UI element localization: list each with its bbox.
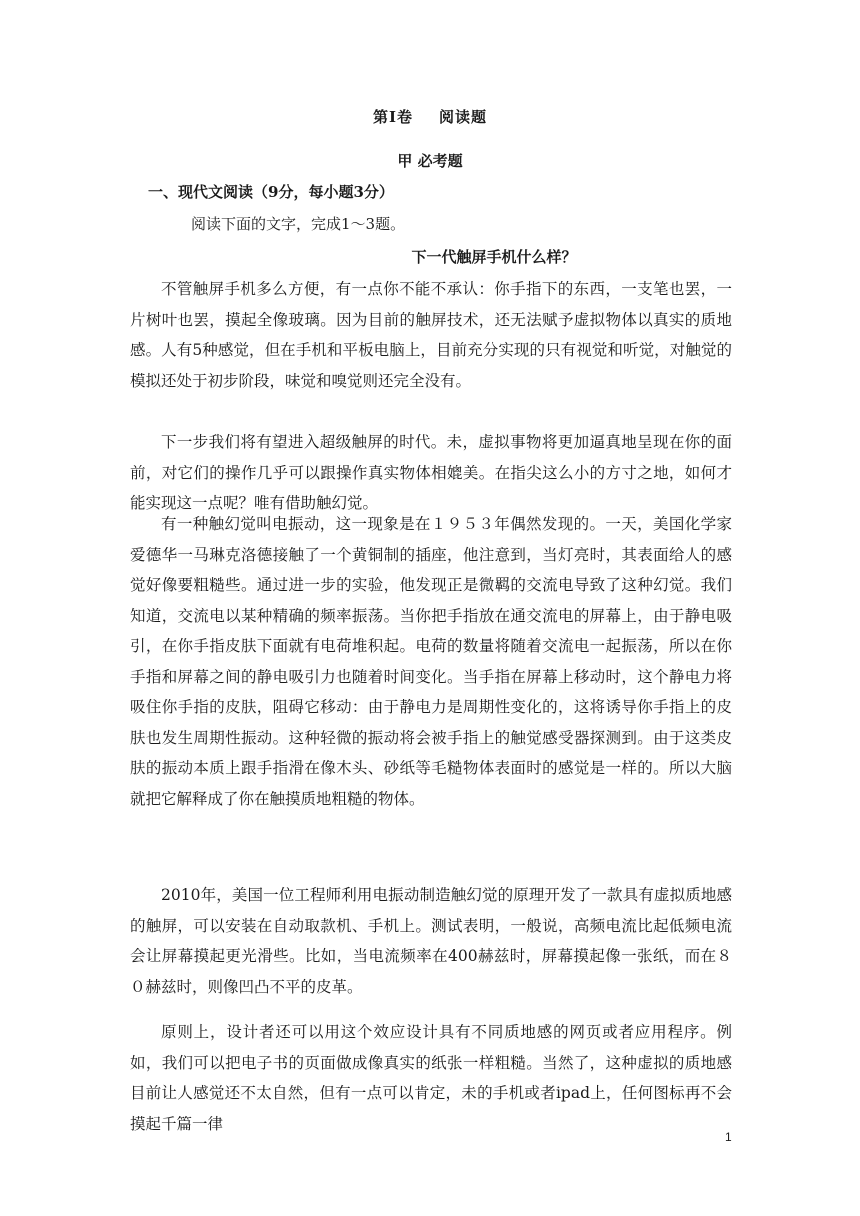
question-heading: 一、现代文阅读（9分，每小题3分） bbox=[148, 183, 394, 201]
article-title: 下一代触屏手机什么样？ bbox=[411, 248, 577, 266]
page-number: 1 bbox=[725, 1130, 732, 1144]
volume-label: 第Ⅰ卷 bbox=[372, 108, 413, 126]
volume-title bbox=[0, 106, 860, 127]
part-title: 甲 必考题 bbox=[397, 152, 463, 170]
article-paragraph: 有一种触幻觉叫电振动，这一现象是在１９５３年偶然发现的。一天，美国化学家爱德华一马琳克洛德接触了一个黄铜制的插座，他注意到，当灯亮时，其表面给人的感觉好像要粗糙些。通过进一步的实验，他发现正是微羁的交流电导致了这种幻觉。我们知道，交流电以某种精确的频率振荡。当你把手指放在通交流电的屏幕上，由于静电吸引，在你手指皮肤下面就有电荷堆积起。电荷的数量将随着交流电一起振荡，所以在你手指和屏幕之间的静电吸引力也随着时间变化。当手指在屏幕上移动时，这个静电力将吸住你手指的皮肤，阻碍它移动：由于静电力是周期性变化的，这将诱导你手指上的皮肤也发生周期性振动。这种轻微的振动将会被手指上的触觉感受器探测到。由于这类皮肤的振动本质上跟手指滑在像木头、砂纸等毛糙物体表面时的感觉是一样的。所以大脑就把它解释成了你在触摸质地粗糙的物体。 bbox=[130, 515, 732, 808]
article-paragraph: 2010年，美国一位工程师利用电振动制造触幻觉的原理开发了一款具有虚拟质地感的触屏，可以安装在自动取款机、手机上。测试表明，一般说，高频电流比起低频电流会让屏幕摸起更光滑些。比如，当电流频率在400赫兹时，屏幕摸起像一张纸，而在８０赫兹时，则像凹凸不平的皮革。 bbox=[130, 886, 732, 996]
article-paragraph: 不管触屏手机多么方便，有一点你不能不承认：你手指下的东西，一支笔也罢，一片树叶也罢，摸起全像玻璃。因为目前的触屏技术，还无法赋予虚拟物体以真实的质地感。人有5种感觉，但在手机和平板电脑上，目前充分实现的只有视觉和听觉，对触觉的模拟还处于初步阶段，味觉和嗅觉则还完全没有。 bbox=[130, 280, 732, 390]
volume-name: 阅读题 bbox=[439, 108, 488, 126]
article-paragraph: 原则上，设计者还可以用这个效应设计具有不同质地感的网页或者应用程序。例如，我们可以把电子书的页面做成像真实的纸张一样粗糙。当然了，这种虚拟的质地感目前让人感觉还不太自然，但有一点可以肯定，未的手机或者ipad上，任何图标再不会摸起千篇一律 bbox=[130, 1023, 732, 1133]
question-instruction: 阅读下面的文字，完成1～3题。 bbox=[191, 215, 406, 233]
article-paragraph: 下一步我们将有望进入超级触屏的时代。未，虚拟事物将更加逼真地呈现在你的面前，对它们的操作几乎可以跟操作真实物体相媲美。在指尖这么小的方寸之地，如何才能实现这一点呢？唯有借助触幻觉。 bbox=[130, 433, 732, 512]
